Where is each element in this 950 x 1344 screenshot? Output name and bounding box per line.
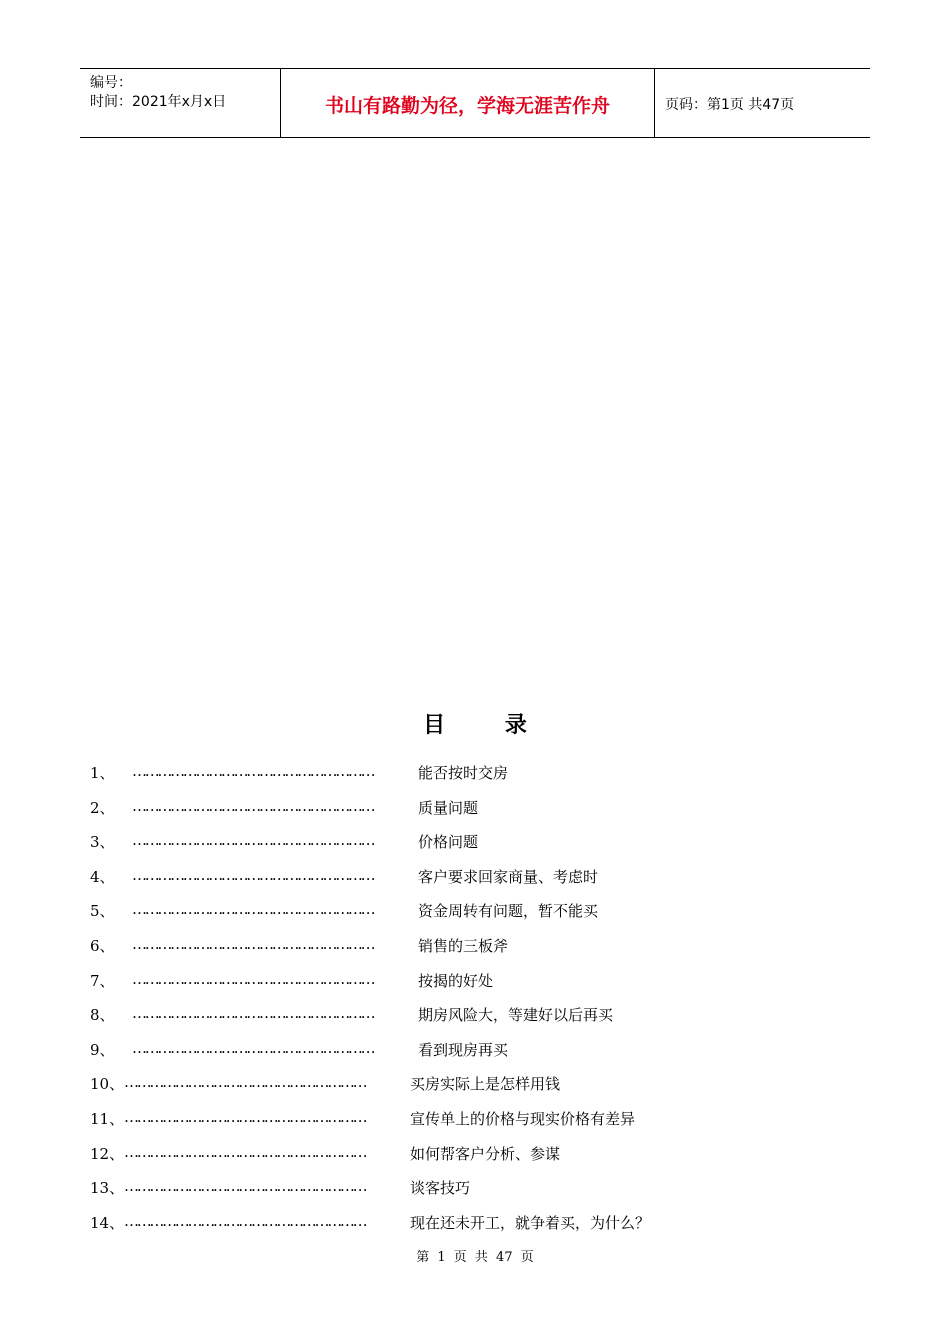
toc-item-text: 价格问题	[418, 833, 479, 852]
toc-leader-dots: …………………………………………………	[132, 762, 374, 780]
toc-item-number: 10、	[90, 1075, 125, 1094]
toc-leader-dots: …………………………………………………	[132, 900, 374, 919]
toc-item-text: 期房风险大，等建好以后再买	[418, 1006, 614, 1025]
toc-leader-dots: …………………………………………………	[132, 969, 374, 988]
toc-item-text: 客户要求回家商量、考虑时	[418, 867, 599, 886]
toc-item-number: 3、	[90, 833, 115, 852]
toc-leader-dots: …………………………………………………	[124, 1211, 366, 1230]
toc-item[interactable]	[90, 1073, 790, 1108]
toc-item-number: 7、	[90, 971, 115, 990]
toc-leader-dots: …………………………………………………	[124, 1107, 366, 1126]
toc-item-number: 1、	[90, 764, 115, 782]
toc-leader-dots: …………………………………………………	[132, 934, 374, 953]
toc-item-number: 12、	[90, 1144, 125, 1163]
toc-item[interactable]	[90, 866, 790, 901]
toc-item-text: 谈客技巧	[410, 1179, 471, 1198]
header-motto-cell	[281, 69, 655, 137]
toc-item[interactable]	[90, 1177, 790, 1212]
toc-item[interactable]	[90, 762, 790, 797]
toc-item[interactable]	[90, 1143, 790, 1178]
toc-item[interactable]	[90, 1004, 790, 1039]
toc-item-text: 看到现房再买	[418, 1040, 509, 1059]
toc-item-number: 14、	[90, 1213, 125, 1232]
toc-title: 目 录	[423, 712, 553, 738]
toc-item[interactable]	[90, 970, 790, 1005]
toc-list	[90, 762, 790, 1246]
header-page-info: 页码：第1页 共47页	[665, 97, 795, 113]
toc-item-text: 宣传单上的价格与现实价格有差异	[410, 1109, 636, 1128]
toc-leader-dots: …………………………………………………	[124, 1073, 366, 1092]
toc-item-number: 4、	[90, 867, 115, 886]
toc-leader-dots: …………………………………………………	[132, 1038, 374, 1057]
toc-item-text: 如何帮客户分析、参谋	[410, 1144, 561, 1163]
header-page-cell	[655, 69, 870, 137]
toc-item[interactable]	[90, 1108, 790, 1143]
toc-leader-dots: …………………………………………………	[132, 865, 374, 884]
toc-leader-dots: …………………………………………………	[132, 796, 374, 815]
toc-leader-dots: …………………………………………………	[124, 1177, 366, 1196]
toc-item-text: 资金周转有问题，暂不能买	[418, 902, 599, 921]
toc-item-text: 质量问题	[418, 798, 479, 817]
toc-item-number: 11、	[90, 1109, 125, 1128]
toc-item-number: 8、	[90, 1006, 115, 1025]
toc-item[interactable]	[90, 1212, 790, 1247]
toc-item[interactable]	[90, 900, 790, 935]
header-meta-cell	[80, 69, 281, 137]
toc-item[interactable]	[90, 935, 790, 970]
toc-leader-dots: …………………………………………………	[132, 831, 374, 850]
toc-item-number: 2、	[90, 798, 115, 817]
toc-item-number: 13、	[90, 1179, 125, 1198]
toc-leader-dots: …………………………………………………	[124, 1142, 366, 1161]
toc-item-number: 5、	[90, 902, 115, 921]
toc-item-number: 9、	[90, 1040, 115, 1059]
toc-item-number: 6、	[90, 936, 115, 955]
header-motto: 书山有路勤为径，学海无涯苦作舟	[324, 95, 610, 117]
page-header	[80, 68, 870, 138]
toc-item-text: 现在还未开工，就争着买，为什么？	[410, 1213, 651, 1232]
toc-item-text: 按揭的好处	[418, 971, 494, 990]
document-time-label: 时间：2021年x月x日	[90, 94, 227, 110]
toc-item[interactable]	[90, 797, 790, 832]
page-footer: 第 1 页 共 47 页	[416, 1250, 534, 1265]
toc-leader-dots: …………………………………………………	[132, 1004, 374, 1023]
document-number-label: 编号：	[90, 75, 132, 91]
toc-item-text: 买房实际上是怎样用钱	[410, 1075, 561, 1094]
toc-item-text: 能否按时交房	[418, 764, 509, 782]
toc-item-text: 销售的三板斧	[418, 936, 509, 955]
toc-item[interactable]	[90, 831, 790, 866]
toc-item[interactable]	[90, 1039, 790, 1074]
